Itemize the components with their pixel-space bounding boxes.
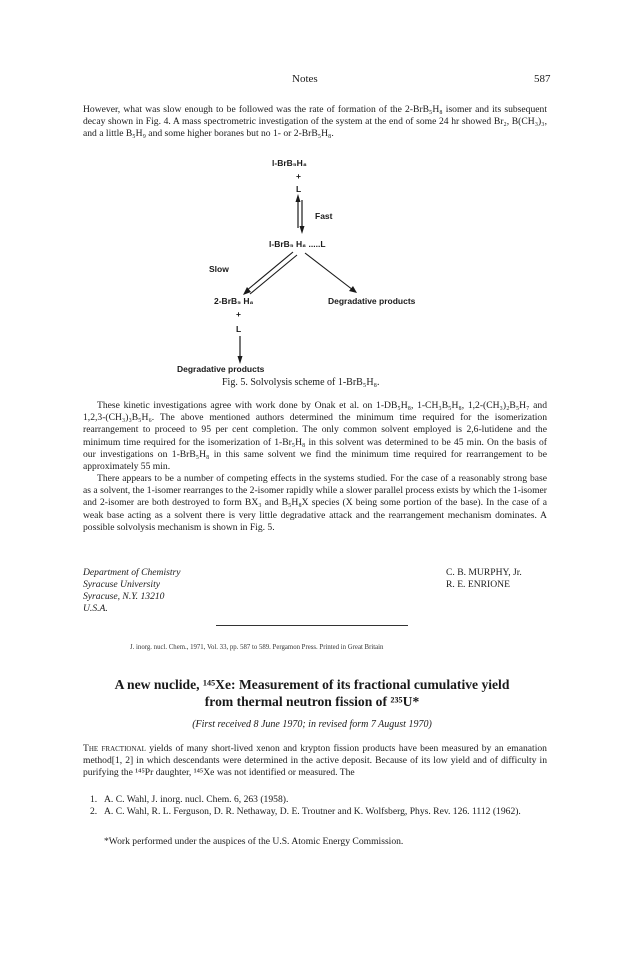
degradation-arrow-head — [349, 286, 357, 293]
reference-item — [90, 794, 547, 806]
reference-text: A. C. Wahl, J. inorg. nucl. Chem. 6, 263 (1958). — [104, 794, 289, 805]
affiliation-line: Department of Chemistry — [83, 567, 181, 578]
page-number: 587 — [534, 73, 551, 85]
article-title-line-1: A new nuclide, ¹⁴⁵Xe: Measurement of its fractional cumulative yield — [114, 677, 510, 692]
reference-list — [90, 794, 547, 818]
figure-caption: Fig. 5. Solvolysis scheme of 1-BrB₅H₈. — [222, 377, 380, 388]
arrow-head-up — [296, 194, 301, 202]
body-paragraph-2: There appears to be a number of competing effects in the systems studied. For the case of a reasonably strong base as a solvent, the 1-isomer rearranges to the 2-isomer rapidly while a slower parallel process exists by which the 1-isomer and 2-isomer are both destroyed to form BX₃ and B₅H₈X species (X being some portion of the base). In the case of a weak base acting as a solvent there is very little degradative attack and the rearrangement mechanism dominates. A possible solvolysis mechanism is shown in Fig. 5. — [83, 473, 547, 533]
scheme-degradative-products-right: Degradative products — [328, 296, 416, 306]
journal-reference: J. inorg. nucl. Chem., 1971, Vol. 33, pp. 587 to 589. Pergamon Press. Printed in Great Britain — [130, 644, 384, 651]
scheme-fast-label: Fast — [315, 211, 333, 221]
article-lead-words: The fractional — [83, 743, 146, 754]
slow-arrow — [246, 252, 293, 291]
scheme-adduct: l-BrB₅ H₈ .....L — [269, 239, 326, 249]
author-name: C. B. MURPHY, Jr. — [446, 567, 522, 578]
scheme-lewis-base-1: L — [296, 184, 302, 194]
running-header: Notes — [292, 73, 318, 85]
intro-paragraph: However, what was slow enough to be followed was the rate of formation of the 2-BrB₅H₈ isomer and its subsequent decay shown in Fig. 4. A mass spectrometric investigation of the system at the end of some 24 hr showed Br₂, B(CH₃)₃, and a little B₅H₉ and some higher boranes but no 1- or 2-BrB₅H₈. — [83, 104, 547, 140]
affiliation-block — [83, 567, 283, 615]
separator-rule — [216, 625, 408, 626]
slow-arrow-parallel — [250, 255, 297, 294]
scheme-1-bromopentaborane: l-BrB₅H₈ — [272, 158, 307, 168]
received-dates: (First received 8 June 1970; in revised form 7 August 1970) — [192, 719, 432, 730]
bottom-arrow-head — [238, 356, 243, 364]
scheme-degradative-products-bottom: Degradative products — [177, 364, 265, 374]
affiliation-line: U.S.A. — [83, 603, 108, 614]
scheme-lewis-base-2: L — [236, 324, 242, 334]
scheme-plus-1: + — [296, 171, 301, 181]
article-title — [70, 676, 554, 710]
article-paragraph — [83, 743, 547, 780]
article-title-line-2: from thermal neutron fission of ²³⁵U* — [204, 694, 420, 709]
degradation-arrow — [305, 253, 353, 290]
affiliation-line: Syracuse University — [83, 579, 160, 590]
author-name: R. E. ENRIONE — [446, 579, 510, 590]
reference-number: 2. — [90, 806, 98, 818]
author-block — [446, 567, 556, 591]
affiliation-line: Syracuse, N.Y. 13210 — [83, 591, 165, 602]
footnote: *Work performed under the auspices of the U.S. Atomic Energy Commission. — [104, 836, 404, 847]
scheme-2-bromopentaborane: 2-BrB₅ H₈ — [214, 296, 254, 306]
scheme-slow-label: Slow — [209, 264, 229, 274]
arrow-head-down — [300, 226, 305, 234]
scheme-plus-2: + — [236, 309, 241, 319]
reference-text: A. C. Wahl, R. L. Ferguson, D. R. Nethaway, D. E. Troutner and K. Wolfsberg, Phys. Rev. 126. 1112 (1962). — [104, 806, 521, 818]
body-paragraph-1: These kinetic investigations agree with work done by Onak et al. on 1-DB₅H₈, 1-CH₃B₅H₈, 1,2-(CH₃)₂B₅H₇ and 1,2,3-(CH₃)₃B₅H₆. The above mentioned authors determined the minimum time required for the isomerization rearrangement to proceed to 95 per cent completion. The only common solvent employed is 2,6-lutidene and the minimum time required for the isomerization of 1-Br₅H₈ in this solvent was determined to be 45 min. On the basis of our investigations on 1-BrB₅H₈ in this same solvent we find the minimum time required for rearrangement to be approximately 55 min. — [83, 400, 547, 473]
article-paragraph-text: yields of many short-lived xenon and krypton fission products have been measured by an emanation method[1, 2] in which descendants were determined in the active deposit. Because of its low yield and of difficulty in purifying the ¹⁴⁵Pr daughter, ¹⁴⁵Xe was not identified or measured. The — [83, 743, 547, 779]
reference-item — [90, 806, 547, 818]
reference-number: 1. — [90, 794, 98, 805]
